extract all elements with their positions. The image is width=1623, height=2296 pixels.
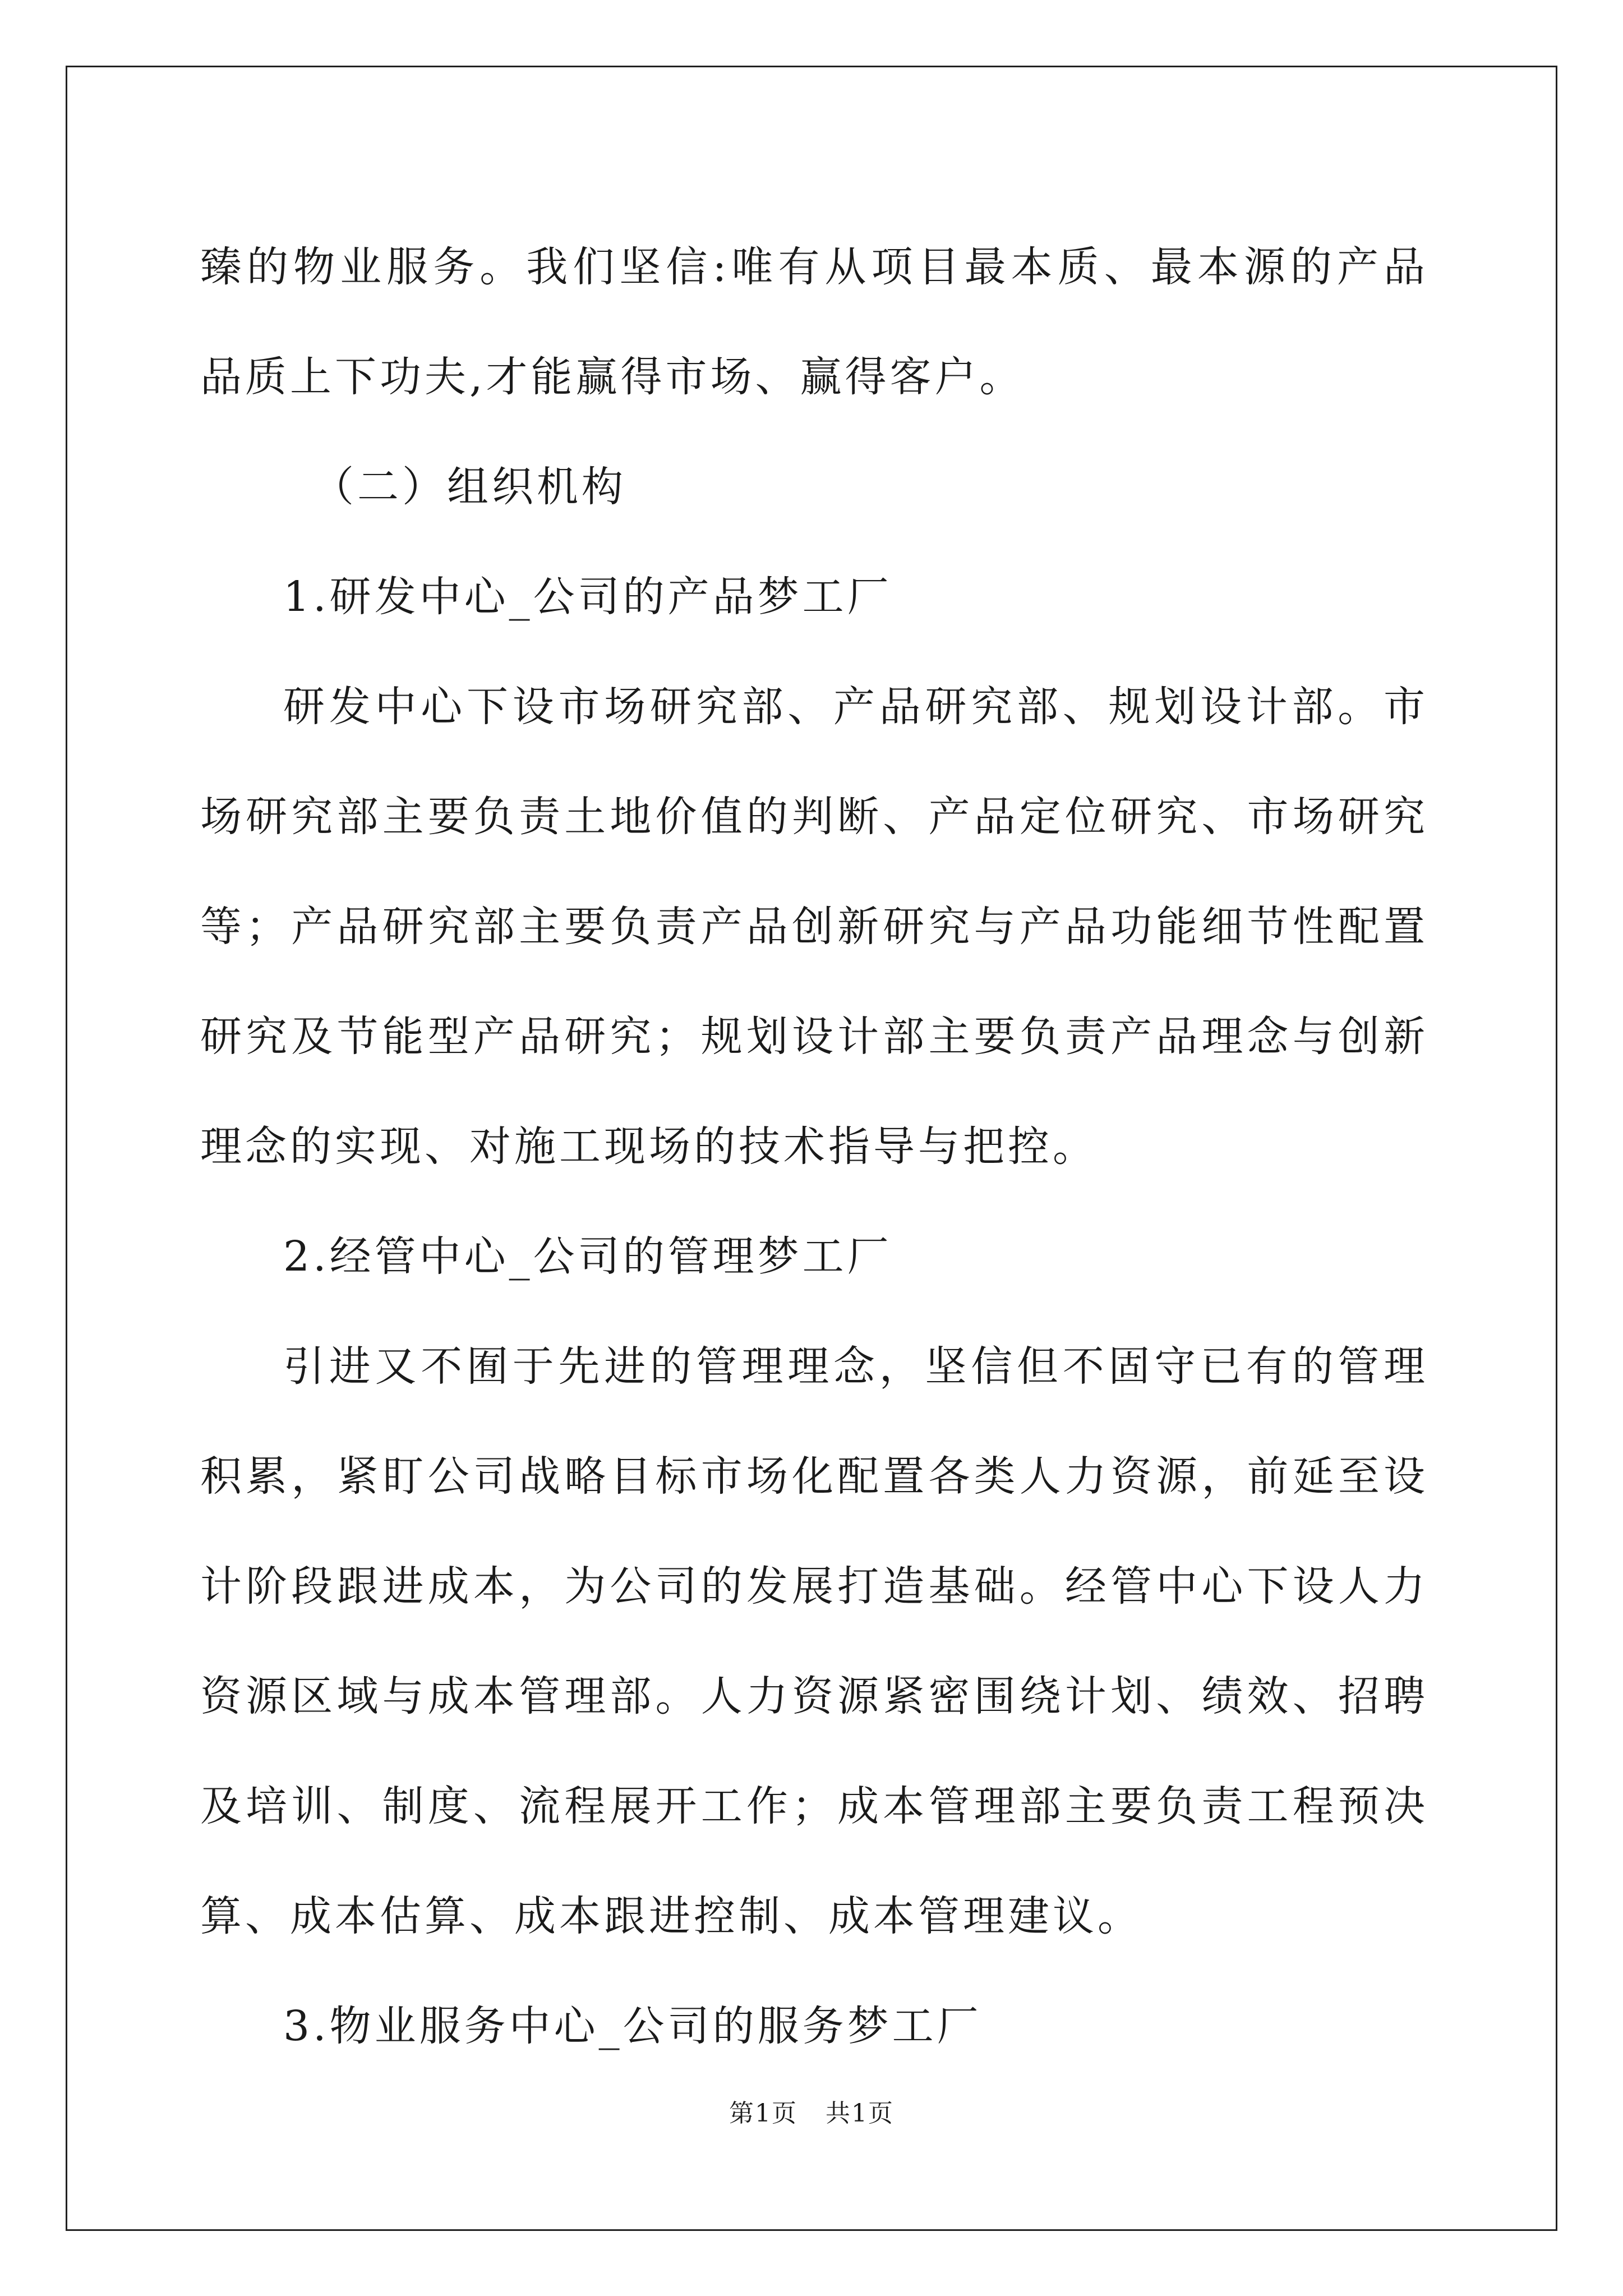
page-number: 第1页 [729, 2099, 797, 2128]
page-total: 共1页 [826, 2099, 894, 2128]
section-heading-organization: （二）组织机构 [312, 463, 626, 511]
subheading-rnd-center: 1.研发中心_公司的产品梦工厂 [283, 573, 892, 621]
paragraph-management-center: 引进又不囿于先进的管理理念，坚信但不固守已有的管理积累，紧盯公司战略目标市场化配置各类人力资源，前延至设计阶段跟进成本，为公司的发展打造基础。经管中心下设人力资源区域与成本管理部。人力资源紧密围绕计划、绩效、招聘及培训、制度、流程展开工作；成本管理部主要负责工程预决算、成本估算、成本跟进控制、成本管理建议。 [200, 1342, 1428, 1940]
subheading-property-service-center: 3.物业服务中心_公司的服务梦工厂 [283, 2002, 982, 2050]
paragraph-rnd-center: 研发中心下设市场研究部、产品研究部、规划设计部。市场研究部主要负责土地价值的判断、产品定位研究、市场研究等；产品研究部主要负责产品创新研究与产品功能细节性配置研究及节能型产品研究；规划设计部主要负责产品理念与创新理念的实现、对施工现场的技术指导与把控。 [200, 683, 1428, 1171]
paragraph-continuation: 臻的物业服务。我们坚信:唯有从项目最本质、最本源的产品品质上下功夫,才能赢得市场、赢得客户。 [200, 243, 1428, 401]
document-body [200, 212, 1428, 2081]
page-footer [0, 2097, 1623, 2131]
subheading-management-center: 2.经管中心_公司的管理梦工厂 [283, 1232, 892, 1281]
